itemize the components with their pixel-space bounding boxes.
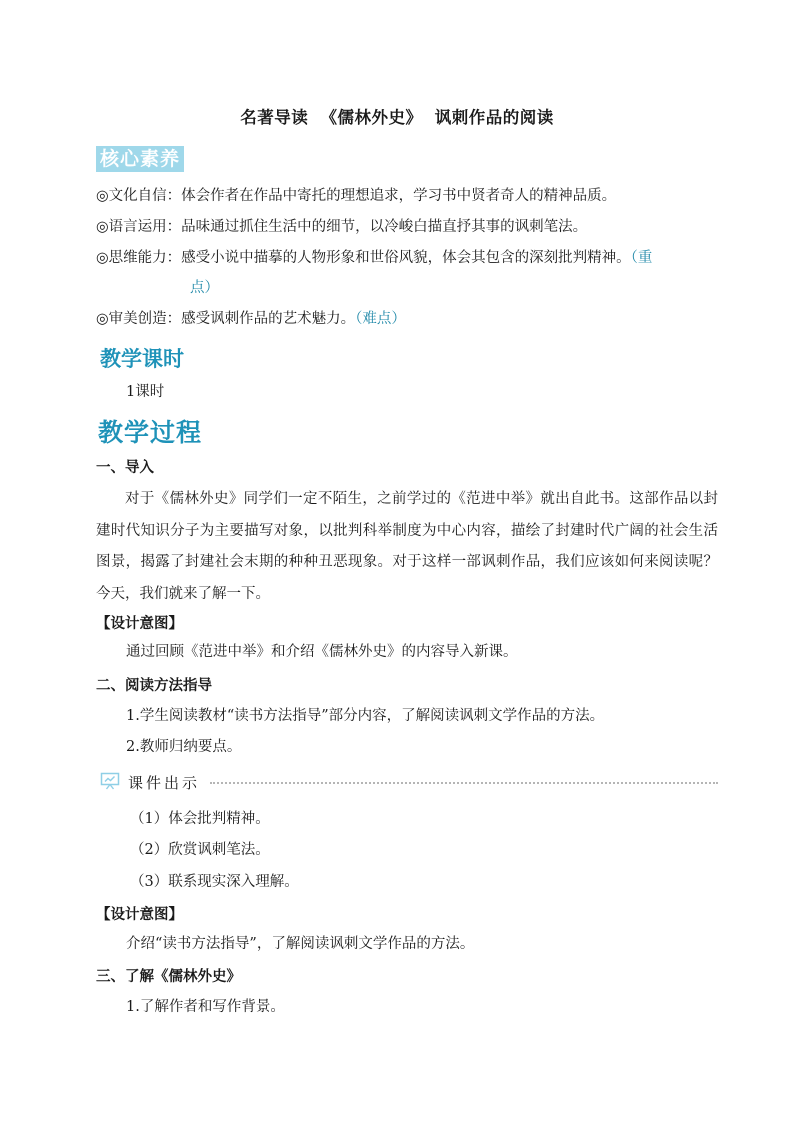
design-intent-label: 【设计意图】: [96, 907, 183, 923]
presentation-icon: [100, 772, 120, 794]
courseware-label: 课件出示: [128, 774, 201, 792]
difficult-point-tag: （难点）: [355, 311, 406, 327]
design-intent-label: 【设计意图】: [96, 616, 183, 632]
intro-paragraph: 对于《儒林外史》同学们一定不陌生，之前学过的《范进中举》就出自此书。这部作品以封建时代知识分子为主要描写对象，以批判科举制度为中心内容，描绘了封建时代广阔的社会生活图景，揭露了封建社会末期的种种丑恶现象。对于这样一部讽刺作品，我们应该如何来阅读呢？今天，我们就来了解一下。: [96, 491, 718, 602]
dotted-divider: [210, 782, 718, 784]
key-point-tag-continued: 点）: [190, 280, 219, 296]
courseware-item: （2）欣赏讽刺笔法。: [130, 842, 270, 858]
teaching-process-heading: 教学过程: [98, 418, 203, 447]
competency-label: ◎思维能力：: [96, 250, 182, 266]
competency-text: 感受讽刺作品的艺术魅力。: [181, 311, 356, 327]
courseware-item: （1）体会批判精神。: [130, 811, 270, 827]
section-reading-method-heading: 二、阅读方法指导: [96, 678, 212, 694]
lesson-hours-value: 1课时: [126, 384, 165, 400]
competency-language: [96, 217, 587, 237]
competency-aesthetic: [96, 309, 406, 329]
courseware-banner: [100, 772, 718, 792]
section-understand-book-heading: 三、了解《儒林外史》: [96, 969, 241, 985]
core-competency-badge: 核心素养: [96, 146, 184, 172]
competency-label: ◎文化自信：: [96, 188, 182, 204]
section-intro-heading: 一、导入: [96, 460, 154, 476]
lesson-hours-heading: 教学课时: [100, 347, 184, 371]
competency-culture: [96, 186, 616, 206]
list-item: 1.了解作者和写作背景。: [126, 999, 285, 1015]
competency-label: ◎语言运用：: [96, 219, 182, 235]
key-point-tag: （重: [630, 250, 653, 266]
document-title: 名著导读 《儒林外史》 讽刺作品的阅读: [240, 108, 554, 127]
courseware-item: （3）联系现实深入理解。: [130, 874, 299, 890]
design-intent-text: 介绍“读书方法指导”，了解阅读讽刺文学作品的方法。: [126, 936, 475, 952]
list-item: 1.学生阅读教材“读书方法指导”部分内容，了解阅读讽刺文学作品的方法。: [126, 708, 605, 724]
competency-text: 体会作者在作品中寄托的理想追求，学习书中贤者奇人的精神品质。: [181, 188, 617, 204]
list-item: 2.教师归纳要点。: [126, 739, 242, 755]
competency-label: ◎审美创造：: [96, 311, 182, 327]
competency-text: 品味通过抓住生活中的细节，以冷峻白描直抒其事的讽刺笔法。: [181, 219, 588, 235]
design-intent-text: 通过回顾《范进中举》和介绍《儒林外史》的内容导入新课。: [126, 644, 518, 660]
competency-thinking: [96, 248, 652, 268]
competency-text: 感受小说中描摹的人物形象和世俗风貌，体会其包含的深刻批判精神。: [181, 250, 631, 266]
